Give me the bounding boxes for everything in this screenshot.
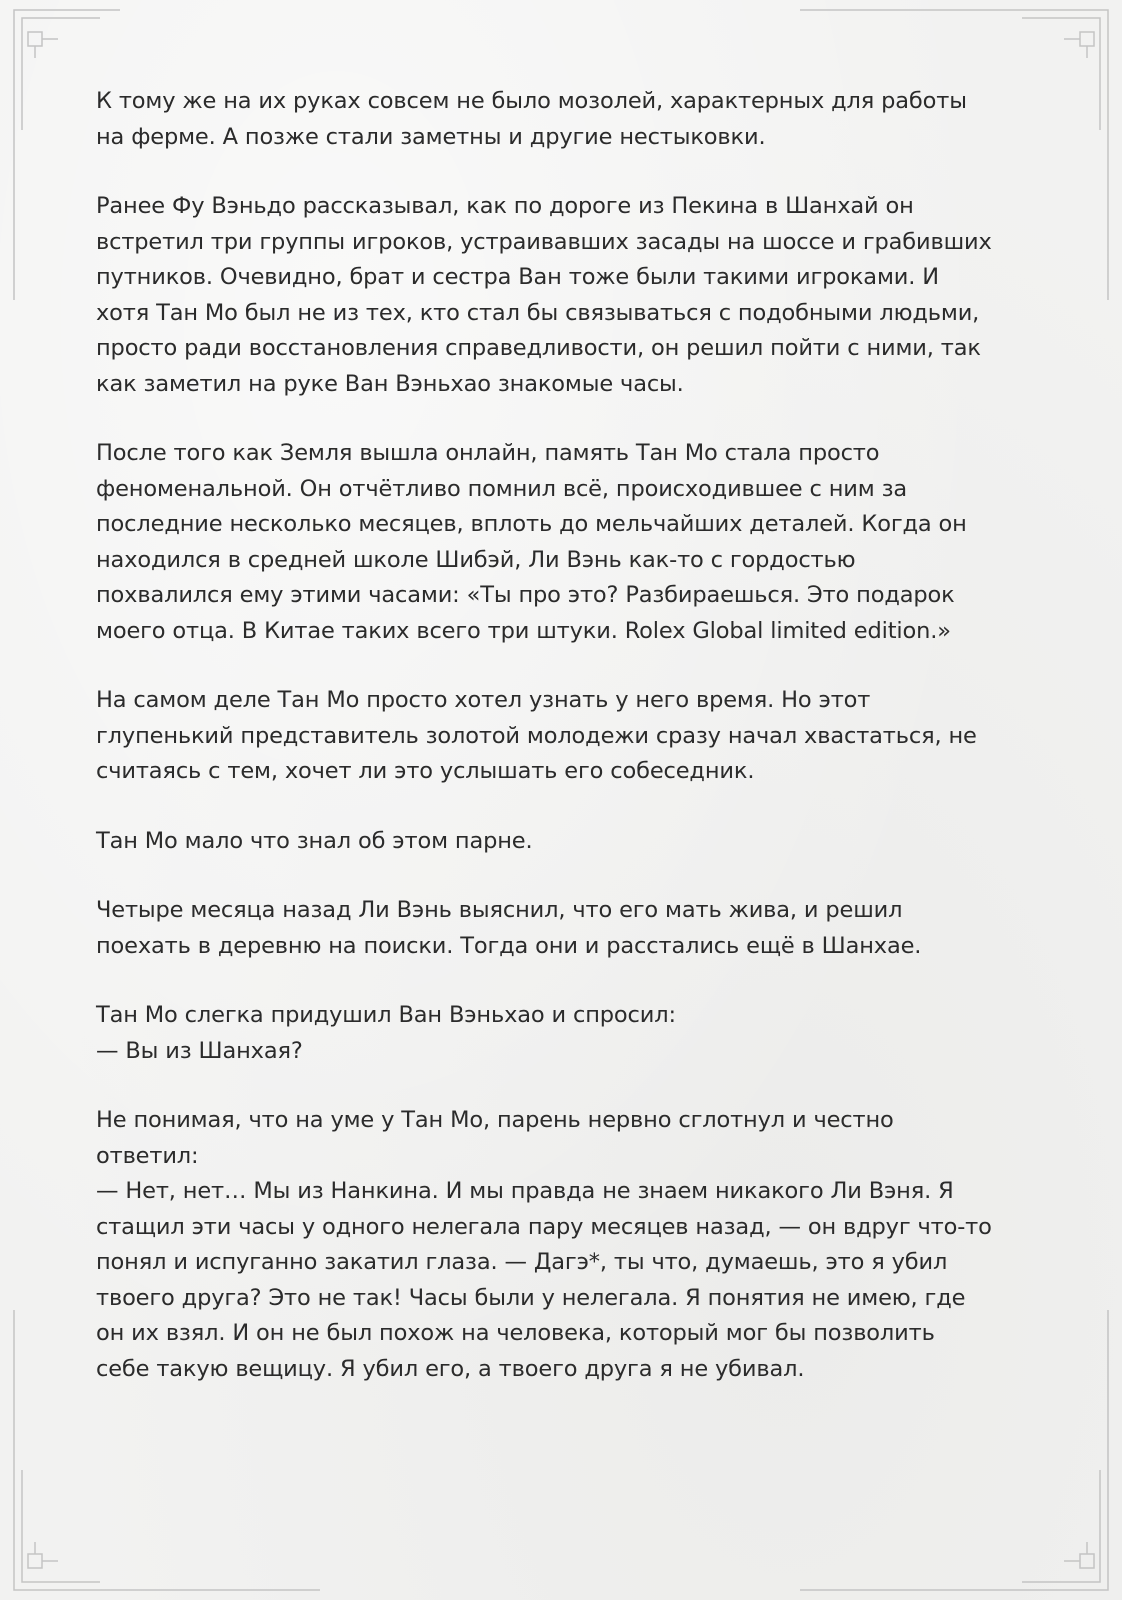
paragraph-8: [96, 1103, 1026, 1387]
paragraph-3: [96, 436, 1026, 649]
text-line: На самом деле Тан Мо просто хотел узнать у него время. Но этот: [96, 687, 871, 713]
text-line: Ранее Фу Вэньдо рассказывал, как по дороге из Пекина в Шанхай он: [96, 193, 914, 219]
paragraph-6: [96, 893, 1026, 964]
text-line: находился в средней школе Шибэй, Ли Вэнь как-то с гордостью: [96, 546, 856, 573]
text-line: Не понимая, что на уме у Тан Мо, парень нервно сглотнул и честно: [96, 1107, 894, 1133]
paragraph-1: [96, 84, 1026, 155]
text-line: ответил:: [96, 1142, 199, 1169]
paragraph-2: [96, 189, 1026, 402]
text-line: — Вы из Шанхая?: [96, 1037, 303, 1064]
text-line: стащил эти часы у одного нелегала пару месяцев назад, — он вдруг что-то: [96, 1213, 992, 1240]
text-line: хотя Тан Мо был не из тех, кто стал бы связываться с подобными людьми,: [96, 299, 980, 326]
text-line: понял и испуганно закатил глаза. — Дагэ*, ты что, думаешь, это я убил: [96, 1249, 948, 1275]
text-line: поехать в деревню на поиски. Тогда они и расстались ещё в Шанхае.: [96, 932, 922, 959]
text-line: После того как Земля вышла онлайн, память Тан Мо стала просто: [96, 440, 880, 466]
text-line: считаясь с тем, хочет ли это услышать его собеседник.: [96, 758, 755, 784]
text-line: похвалился ему этими часами: «Ты про это? Разбираешься. Это подарок: [96, 582, 955, 608]
text-line: он их взял. И он не был похож на человека, который мог бы позволить: [96, 1320, 935, 1346]
text-line: путников. Очевидно, брат и сестра Ван тоже были такими игроками. И: [96, 264, 939, 290]
text-line: К тому же на их руках совсем не было мозолей, характерных для работы: [96, 88, 967, 114]
text-line: последние несколько месяцев, вплоть до мельчайших деталей. Когда он: [96, 511, 967, 537]
text-line: моего отца. В Китае таких всего три штуки. Rolex Global limited edition.»: [96, 617, 951, 644]
text-line: на ферме. А позже стали заметны и другие нестыковки.: [96, 123, 766, 150]
paragraph-7: [96, 998, 1026, 1069]
text-line: феноменальной. Он отчётливо помнил всё, происходившее с ним за: [96, 475, 908, 502]
text-line: Четыре месяца назад Ли Вэнь выяснил, что его мать жива, и решил: [96, 897, 903, 923]
text-line: себе такую вещицу. Я убил его, а твоего друга я не убивал.: [96, 1355, 805, 1382]
text-line: твоего друга? Это не так! Часы были у нелегала. Я понятия не имею, где: [96, 1284, 966, 1311]
text-line: просто ради восстановления справедливости, он решил пойти с ними, так: [96, 335, 981, 361]
paragraph-4: [96, 683, 1026, 790]
text-line: — Нет, нет… Мы из Нанкина. И мы правда не знаем никакого Ли Вэня. Я: [96, 1178, 954, 1204]
text-line: Тан Мо мало что знал об этом парне.: [96, 827, 533, 854]
text-line: встретил три группы игроков, устраивавших засады на шоссе и грабивших: [96, 228, 992, 255]
text-line: Тан Мо слегка придушил Ван Вэньхао и спросил:: [96, 1002, 676, 1028]
paragraph-5: [96, 824, 1026, 860]
text-line: как заметил на руке Ван Вэньхао знакомые часы.: [96, 370, 684, 397]
text-line: глупенький представитель золотой молодежи сразу начал хвастаться, не: [96, 722, 977, 749]
text-body: [96, 84, 1026, 1421]
